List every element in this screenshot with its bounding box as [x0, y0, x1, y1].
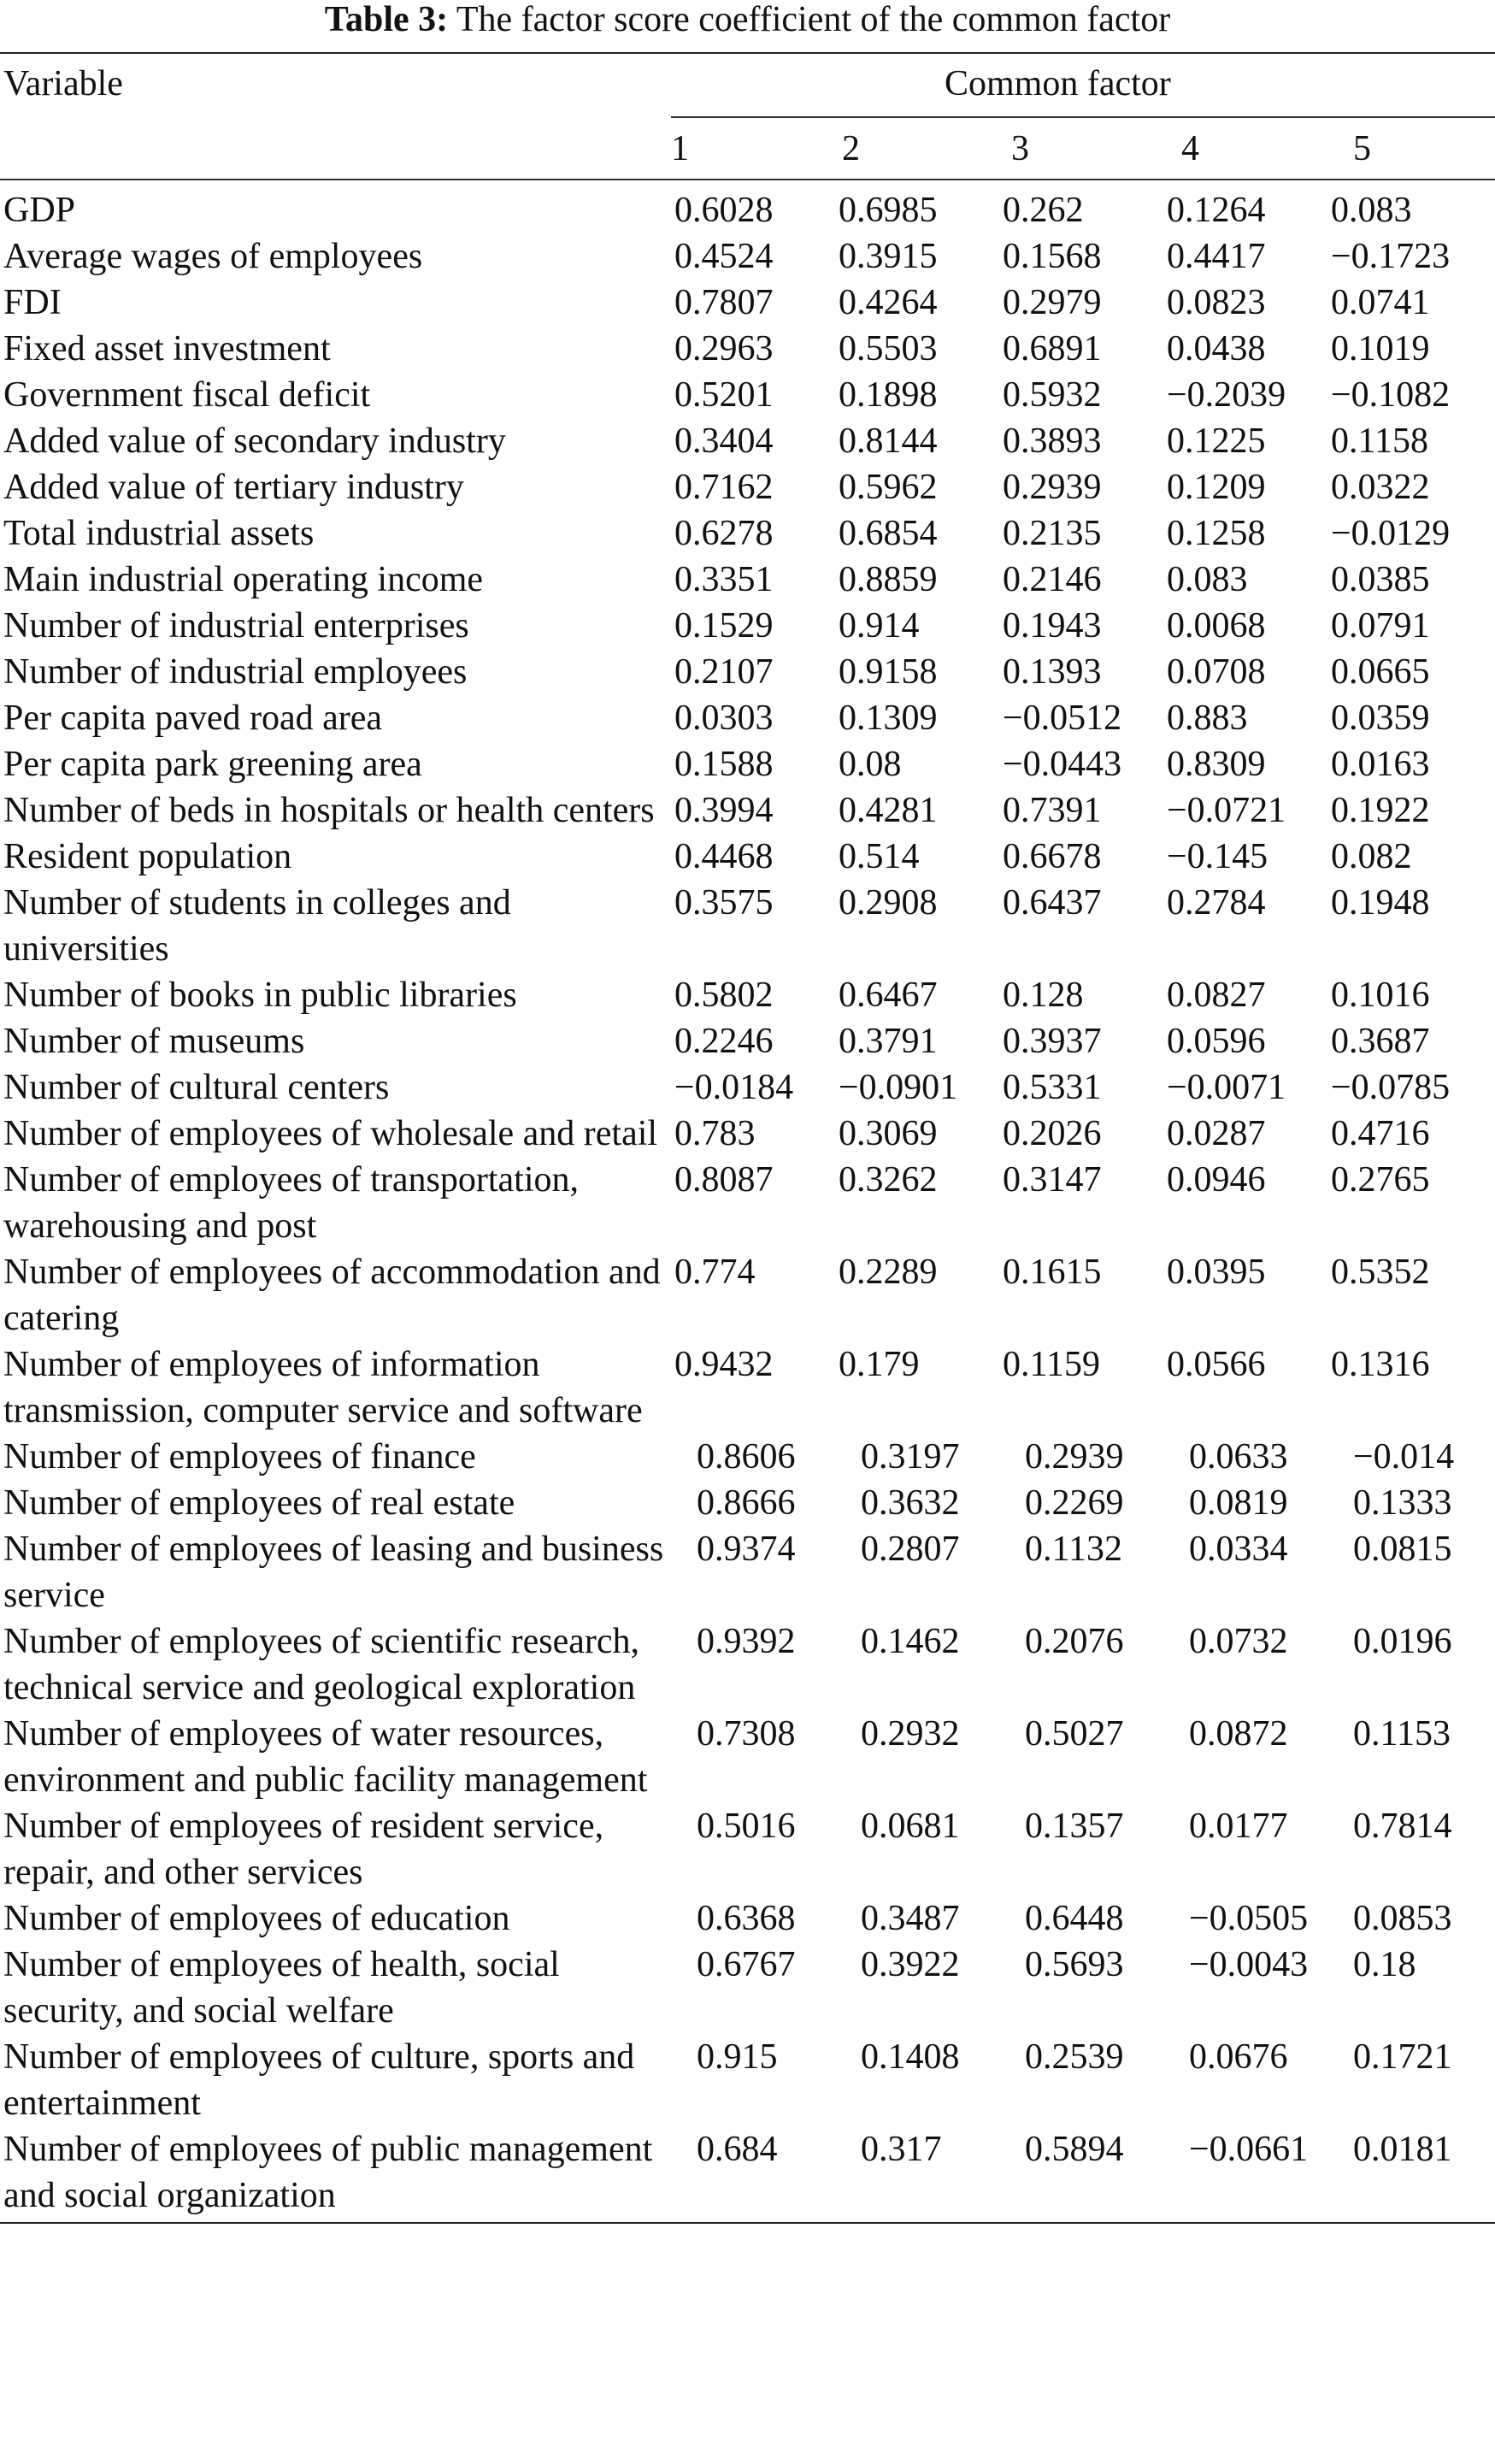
factor-2-value: 0.5962: [839, 468, 938, 507]
table-row: [0, 326, 1495, 372]
factor-3-value: 0.6891: [1003, 329, 1102, 368]
table-row: [0, 2126, 1495, 2219]
factor-3-header: 3: [1011, 129, 1029, 168]
factor-4-value: 0.0287: [1167, 1114, 1266, 1153]
group-rule: [671, 116, 1495, 118]
factor-3-value: 0.2979: [1003, 283, 1102, 322]
factor-3-value: 0.6437: [1003, 883, 1102, 923]
factor-2-value: 0.1462: [861, 1622, 960, 1661]
table-row: [0, 972, 1495, 1018]
factor-3-value: 0.5027: [1025, 1714, 1124, 1754]
factor-5-value: 0.1948: [1331, 883, 1430, 923]
factor-1-value: 0.1588: [674, 745, 774, 784]
factor-1-value: 0.684: [697, 2130, 778, 2169]
factor-3-value: 0.1357: [1025, 1807, 1124, 1846]
factor-3-value: 0.6448: [1025, 1899, 1124, 1938]
factor-2-value: 0.3915: [839, 237, 938, 276]
table-row: [0, 1341, 1495, 1434]
factor-5-value: 0.5352: [1331, 1253, 1430, 1292]
factor-3-value: 0.2539: [1025, 2037, 1124, 2077]
table-row: [0, 280, 1495, 326]
factor-4-value: 0.0823: [1167, 283, 1266, 322]
factor-2-value: 0.317: [861, 2130, 942, 2169]
header-rule: [0, 179, 1495, 180]
factor-5-value: −0.1082: [1331, 375, 1451, 415]
factor-1-value: 0.3351: [674, 560, 774, 599]
factor-3-value: 0.2269: [1025, 1483, 1124, 1523]
header-common-factor: Common factor: [945, 64, 1171, 103]
table-row: [0, 418, 1495, 464]
table-row: [0, 787, 1495, 834]
table-row: [0, 1249, 1495, 1341]
factor-5-value: 0.083: [1331, 191, 1412, 230]
factor-3-value: 0.1132: [1025, 1530, 1122, 1569]
factor-score-table: [0, 187, 1495, 2219]
factor-4-value: 0.0708: [1167, 652, 1266, 692]
factor-5-value: 0.0181: [1353, 2130, 1452, 2169]
factor-4-value: 0.1209: [1167, 468, 1266, 507]
factor-3-value: 0.1615: [1003, 1253, 1102, 1292]
factor-3-value: 0.2939: [1003, 468, 1102, 507]
factor-3-value: 0.128: [1003, 976, 1084, 1015]
factor-4-value: 0.2784: [1167, 883, 1266, 923]
table-row: [0, 1111, 1495, 1157]
factor-5-value: 0.1016: [1331, 976, 1430, 1015]
variable-cell: FDI: [3, 283, 62, 322]
factor-1-value: 0.4524: [674, 237, 774, 276]
factor-1-value: 0.7807: [674, 283, 774, 322]
factor-5-header: 5: [1353, 129, 1371, 168]
factor-4-value: −0.0721: [1167, 791, 1286, 830]
factor-5-value: 0.0741: [1331, 283, 1430, 322]
factor-4-value: 0.0596: [1167, 1022, 1266, 1061]
factor-3-value: 0.1159: [1003, 1345, 1100, 1384]
factor-2-value: 0.2807: [861, 1530, 960, 1569]
factor-4-value: 0.8309: [1167, 745, 1266, 784]
factor-4-value: 0.0732: [1189, 1622, 1288, 1661]
factor-2-value: 0.1408: [861, 2037, 960, 2077]
factor-4-value: 0.0395: [1167, 1253, 1266, 1292]
factor-2-value: 0.914: [839, 606, 920, 645]
factor-3-value: −0.0443: [1003, 745, 1122, 784]
table-row: [0, 649, 1495, 695]
factor-4-value: 0.0334: [1189, 1530, 1288, 1569]
variable-cell: Number of students in colleges and universities: [3, 883, 511, 969]
factor-3-value: 0.1393: [1003, 652, 1102, 692]
header-variable: Variable: [3, 64, 123, 103]
factor-3-value: 0.2135: [1003, 514, 1102, 553]
factor-1-value: 0.6028: [674, 191, 774, 230]
factor-5-value: −0.0129: [1331, 514, 1451, 553]
variable-cell: Number of employees of accommodation and catering: [3, 1253, 661, 1338]
table-row: [0, 695, 1495, 741]
factor-2-value: 0.5503: [839, 329, 938, 368]
factor-1-value: 0.8666: [697, 1483, 796, 1523]
factor-4-header: 4: [1181, 129, 1199, 168]
factor-3-value: 0.6678: [1003, 837, 1102, 876]
variable-cell: Number of industrial enterprises: [3, 606, 469, 645]
factor-2-value: 0.4264: [839, 283, 938, 322]
factor-3-value: 0.2146: [1003, 560, 1102, 599]
variable-cell: Number of employees of culture, sports and entertainment: [3, 2037, 635, 2123]
table-row: [0, 834, 1495, 880]
factor-3-value: 0.5693: [1025, 1945, 1124, 1984]
variable-cell: Number of employees of real estate: [3, 1483, 515, 1523]
variable-cell: Number of employees of transportation, warehousing and post: [3, 1160, 579, 1246]
variable-cell: Number of industrial employees: [3, 652, 468, 692]
factor-5-value: 0.2765: [1331, 1160, 1430, 1200]
table-row: [0, 1895, 1495, 1942]
factor-2-value: 0.3922: [861, 1945, 960, 1984]
variable-cell: Average wages of employees: [3, 237, 423, 276]
factor-5-value: −0.014: [1353, 1437, 1455, 1477]
table-row: [0, 557, 1495, 603]
factor-3-value: 0.1943: [1003, 606, 1102, 645]
factor-3-value: 0.2026: [1003, 1114, 1102, 1153]
factor-5-value: 0.18: [1353, 1945, 1416, 1984]
factor-5-value: 0.1922: [1331, 791, 1430, 830]
factor-2-value: 0.3791: [839, 1022, 938, 1061]
bottom-rule: [0, 2222, 1495, 2224]
factor-1-value: 0.9392: [697, 1622, 796, 1661]
variable-cell: Fixed asset investment: [3, 329, 331, 368]
factor-5-value: 0.0359: [1331, 699, 1430, 738]
factor-3-value: 0.5932: [1003, 375, 1102, 415]
factor-1-value: 0.5802: [674, 976, 774, 1015]
factor-1-value: 0.4468: [674, 837, 774, 876]
variable-cell: Number of employees of wholesale and retail: [3, 1114, 658, 1153]
factor-4-value: 0.1258: [1167, 514, 1266, 553]
factor-5-value: 0.1721: [1353, 2037, 1452, 2077]
factor-3-value: −0.0512: [1003, 699, 1122, 738]
factor-1-value: 0.6368: [697, 1899, 796, 1938]
factor-2-value: 0.2908: [839, 883, 938, 923]
factor-4-value: 0.0566: [1167, 1345, 1266, 1384]
factor-4-value: −0.2039: [1167, 375, 1286, 415]
factor-5-value: 0.0815: [1353, 1530, 1452, 1569]
factor-3-value: 0.5331: [1003, 1068, 1102, 1107]
factor-1-value: 0.9432: [674, 1345, 774, 1384]
factor-2-value: 0.3262: [839, 1160, 938, 1200]
factor-1-value: 0.5016: [697, 1807, 796, 1846]
factor-2-value: 0.6985: [839, 191, 938, 230]
factor-2-value: 0.1309: [839, 699, 938, 738]
table-body: [0, 187, 1495, 2219]
table-row: [0, 603, 1495, 649]
factor-2-value: 0.514: [839, 837, 920, 876]
factor-5-value: 0.1316: [1331, 1345, 1430, 1384]
factor-5-value: −0.1723: [1331, 237, 1451, 276]
factor-2-value: 0.08: [839, 745, 902, 784]
factor-3-value: 0.2939: [1025, 1437, 1124, 1477]
factor-4-value: 0.083: [1167, 560, 1248, 599]
variable-cell: Number of museums: [3, 1022, 305, 1061]
factor-5-value: −0.0785: [1331, 1068, 1451, 1107]
table-row: [0, 1803, 1495, 1895]
factor-2-value: 0.3487: [861, 1899, 960, 1938]
factor-4-value: −0.0043: [1189, 1945, 1309, 1984]
factor-4-value: 0.0633: [1189, 1437, 1288, 1477]
factor-2-value: 0.8144: [839, 421, 938, 461]
factor-5-value: 0.0665: [1331, 652, 1430, 692]
factor-4-value: −0.145: [1167, 837, 1268, 876]
factor-5-value: 0.0385: [1331, 560, 1430, 599]
variable-cell: Added value of tertiary industry: [3, 468, 464, 507]
table-row: [0, 2034, 1495, 2126]
factor-5-value: 0.0163: [1331, 745, 1430, 784]
variable-cell: Number of employees of water resources, environment and public facility management: [3, 1714, 648, 1800]
factor-1-value: 0.7308: [697, 1714, 796, 1754]
factor-1-value: 0.8087: [674, 1160, 774, 1200]
factor-1-value: 0.3575: [674, 883, 774, 923]
factor-4-value: 0.0819: [1189, 1483, 1288, 1523]
factor-2-value: 0.179: [839, 1345, 920, 1384]
factor-2-value: 0.8859: [839, 560, 938, 599]
factor-3-value: 0.3893: [1003, 421, 1102, 461]
factor-1-value: 0.6767: [697, 1945, 796, 1984]
table-row: [0, 1064, 1495, 1111]
factor-4-value: 0.0946: [1167, 1160, 1266, 1200]
factor-1-value: 0.783: [674, 1114, 756, 1153]
factor-4-value: 0.0676: [1189, 2037, 1288, 2077]
factor-5-value: 0.4716: [1331, 1114, 1430, 1153]
table-row: [0, 464, 1495, 510]
factor-1-value: 0.774: [674, 1253, 756, 1292]
variable-cell: Number of beds in hospitals or health centers: [3, 791, 655, 830]
factor-4-value: 0.0438: [1167, 329, 1266, 368]
table-row: [0, 741, 1495, 787]
factor-5-value: 0.7814: [1353, 1807, 1452, 1846]
table-row: [0, 1157, 1495, 1249]
variable-cell: GDP: [3, 191, 76, 230]
factor-2-value: 0.0681: [861, 1807, 960, 1846]
factor-1-value: 0.9374: [697, 1530, 796, 1569]
factor-5-value: 0.1158: [1331, 421, 1428, 461]
variable-cell: Number of employees of education: [3, 1899, 510, 1938]
table-row: [0, 1526, 1495, 1618]
factor-3-value: 0.3147: [1003, 1160, 1102, 1200]
factor-1-value: 0.8606: [697, 1437, 796, 1477]
factor-2-value: −0.0901: [839, 1068, 958, 1107]
factor-4-value: 0.883: [1167, 699, 1248, 738]
factor-1-value: 0.7162: [674, 468, 774, 507]
factor-3-value: 0.5894: [1025, 2130, 1124, 2169]
table-label: Table 3:: [324, 0, 449, 39]
variable-cell: Number of employees of public management and social organization: [3, 2130, 653, 2215]
factor-5-value: 0.0791: [1331, 606, 1430, 645]
factor-1-value: 0.2107: [674, 652, 774, 692]
factor-2-value: 0.3069: [839, 1114, 938, 1153]
variable-cell: Resident population: [3, 837, 292, 876]
factor-2-value: 0.4281: [839, 791, 938, 830]
factor-5-value: 0.0853: [1353, 1899, 1452, 1938]
table-row: [0, 1942, 1495, 2034]
variable-cell: Number of employees of leasing and business service: [3, 1530, 664, 1615]
factor-1-value: 0.6278: [674, 514, 774, 553]
table-row: [0, 187, 1495, 233]
factor-1-value: 0.3404: [674, 421, 774, 461]
factor-4-value: 0.1264: [1167, 191, 1266, 230]
factor-5-value: 0.1153: [1353, 1714, 1451, 1754]
factor-2-value: 0.9158: [839, 652, 938, 692]
table-row: [0, 880, 1495, 972]
table-row: [0, 1018, 1495, 1064]
factor-4-value: −0.0661: [1189, 2130, 1309, 2169]
variable-cell: Added value of secondary industry: [3, 421, 506, 461]
factor-3-value: 0.2076: [1025, 1622, 1124, 1661]
factor-1-value: 0.3994: [674, 791, 774, 830]
table-row: [0, 233, 1495, 280]
table-row: [0, 1480, 1495, 1526]
factor-2-value: 0.2932: [861, 1714, 960, 1754]
factor-5-value: 0.082: [1331, 837, 1412, 876]
factor-1-value: 0.0303: [674, 699, 774, 738]
factor-4-value: 0.0827: [1167, 976, 1266, 1015]
factor-4-value: 0.1225: [1167, 421, 1266, 461]
variable-cell: Main industrial operating income: [3, 560, 484, 599]
factor-5-value: 0.1333: [1353, 1483, 1452, 1523]
variable-cell: Number of employees of resident service, repair, and other services: [3, 1807, 604, 1892]
factor-5-value: 0.0322: [1331, 468, 1430, 507]
factor-1-value: 0.1529: [674, 606, 774, 645]
factor-1-value: 0.2246: [674, 1022, 774, 1061]
factor-2-header: 2: [842, 129, 860, 168]
table-title: The factor score coefficient of the common factor: [456, 0, 1171, 39]
factor-2-value: 0.2289: [839, 1253, 938, 1292]
factor-2-value: 0.3632: [861, 1483, 960, 1523]
factor-1-value: −0.0184: [674, 1068, 794, 1107]
table-row: [0, 1618, 1495, 1711]
variable-cell: Per capita paved road area: [3, 699, 383, 738]
factor-4-value: −0.0071: [1167, 1068, 1286, 1107]
factor-3-value: 0.262: [1003, 191, 1084, 230]
variable-cell: Number of employees of scientific research, technical service and geological exploration: [3, 1622, 640, 1707]
factor-3-value: 0.1568: [1003, 237, 1102, 276]
table-row: [0, 1434, 1495, 1480]
variable-cell: Number of employees of finance: [3, 1437, 476, 1477]
factor-1-value: 0.2963: [674, 329, 774, 368]
factor-2-value: 0.3197: [861, 1437, 960, 1477]
variable-cell: Number of employees of health, social security, and social welfare: [3, 1945, 560, 2031]
variable-cell: Number of employees of information transmission, computer service and software: [3, 1345, 643, 1430]
factor-4-value: 0.4417: [1167, 237, 1266, 276]
table-row: [0, 372, 1495, 418]
factor-2-value: 0.1898: [839, 375, 938, 415]
factor-2-value: 0.6854: [839, 514, 938, 553]
variable-cell: Total industrial assets: [3, 514, 315, 553]
factor-4-value: 0.0068: [1167, 606, 1266, 645]
factor-1-header: 1: [671, 129, 689, 168]
factor-5-value: 0.1019: [1331, 329, 1430, 368]
top-rule: [0, 52, 1495, 54]
variable-cell: Government fiscal deficit: [3, 375, 371, 415]
factor-2-value: 0.6467: [839, 976, 938, 1015]
factor-4-value: 0.0177: [1189, 1807, 1288, 1846]
table-row: [0, 1711, 1495, 1803]
factor-1-value: 0.5201: [674, 375, 774, 415]
variable-cell: Number of cultural centers: [3, 1068, 390, 1107]
variable-cell: Per capita park greening area: [3, 745, 422, 784]
table-row: [0, 510, 1495, 557]
factor-3-value: 0.7391: [1003, 791, 1102, 830]
factor-4-value: −0.0505: [1189, 1899, 1309, 1938]
variable-cell: Number of books in public libraries: [3, 976, 517, 1015]
factor-5-value: 0.0196: [1353, 1622, 1452, 1661]
factor-1-value: 0.915: [697, 2037, 778, 2077]
factor-4-value: 0.0872: [1189, 1714, 1288, 1754]
factor-3-value: 0.3937: [1003, 1022, 1102, 1061]
factor-5-value: 0.3687: [1331, 1022, 1430, 1061]
table-caption: [0, 0, 1495, 39]
